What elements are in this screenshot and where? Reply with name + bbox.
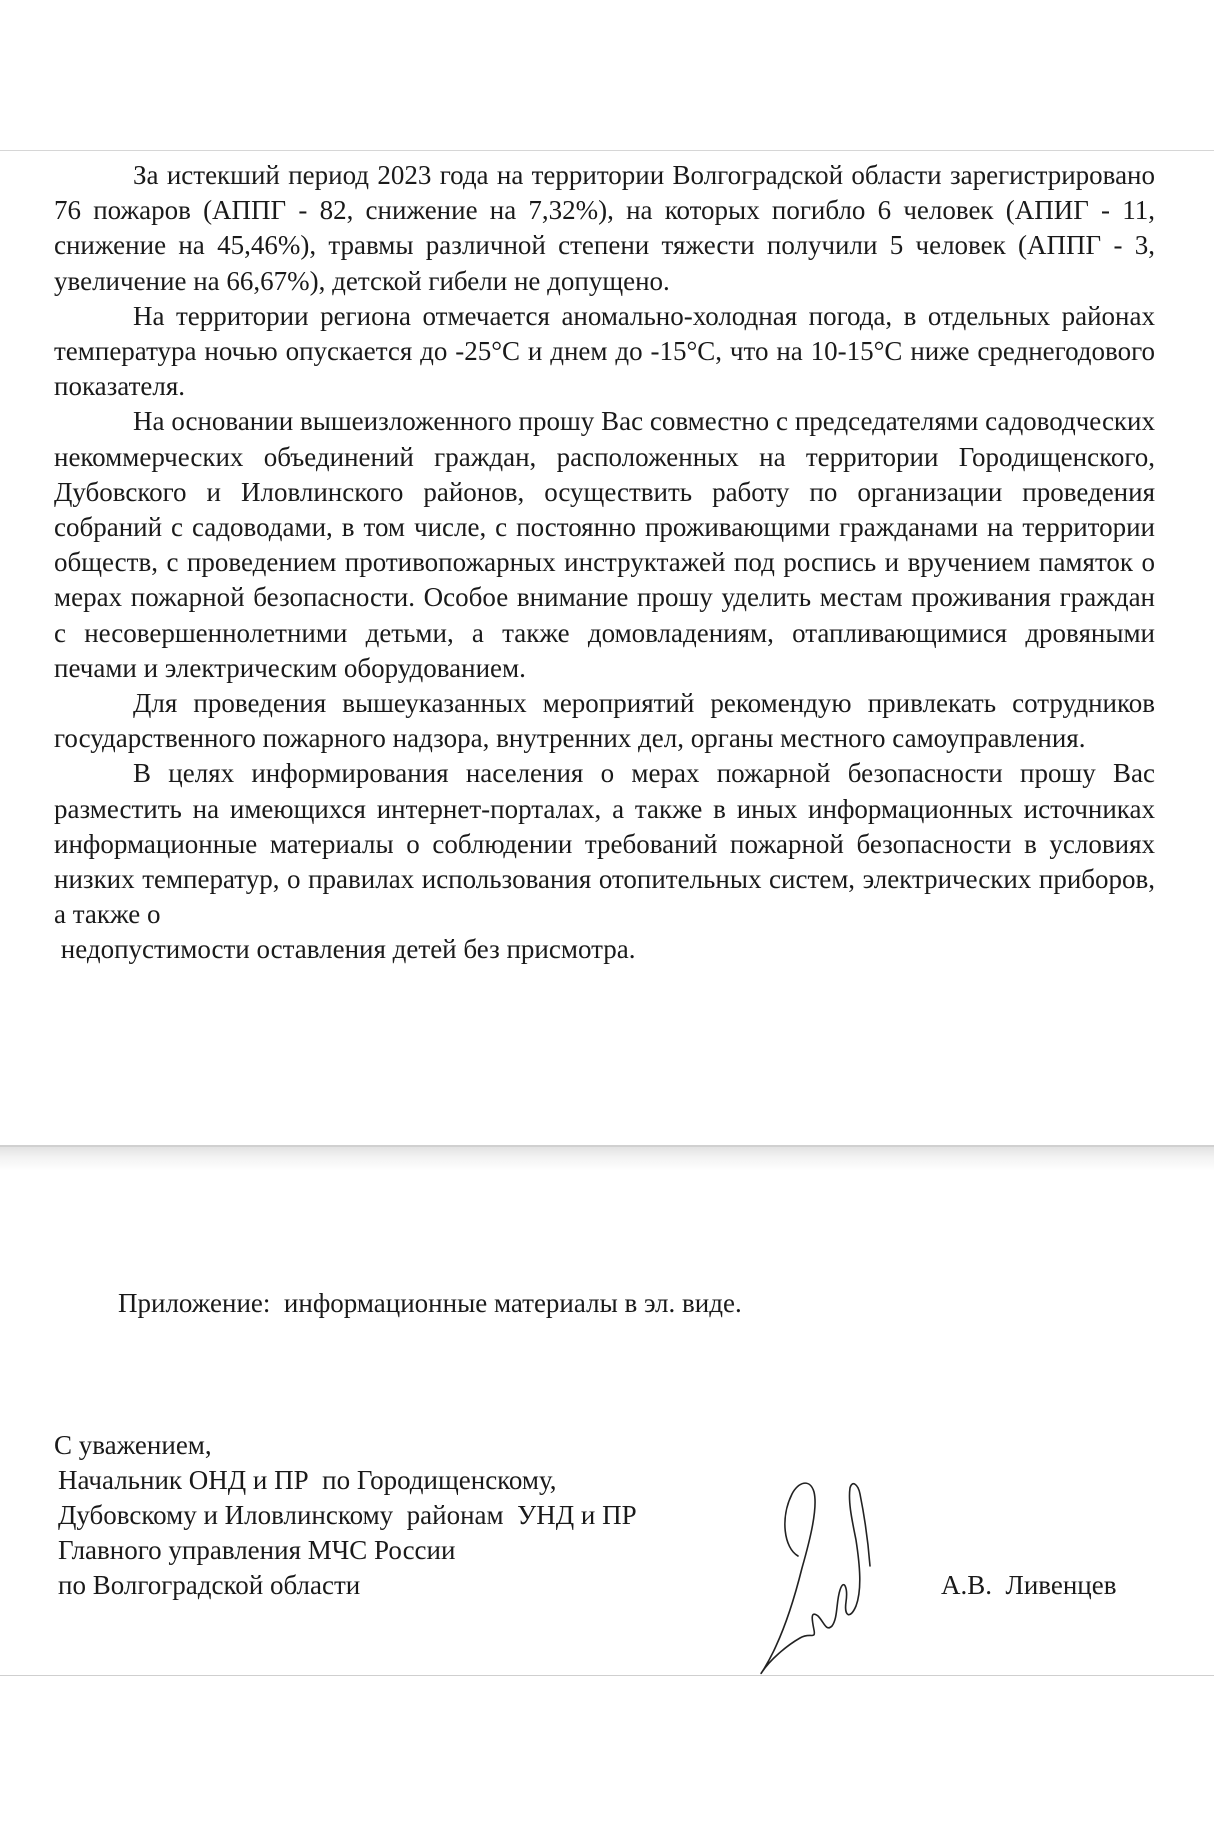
signatory-title-line-1: Начальник ОНД и ПР по Городищенскому,	[58, 1465, 557, 1495]
paragraph-request-meetings: На основании вышеизложенного прошу Вас совместно с председателями садоводческих некоммерческих объединений граждан, расположенных на территории Городищенского, Дубовского и Иловлинского районов, осуществить работу по организации проведения собраний с садоводами, в том числе, с постоянно проживающими гражданами на территории обществ, с проведением противопожарных инструктажей под роспись и вручением памяток о мерах пожарной безопасности. Особое внимание прошу уделить местам проживания граждан с несовершеннолетними детьми, а также домовладениям, отапливающимися дровяными печами и электрическим оборудованием.	[54, 406, 1155, 683]
signatory-title-line-3: Главного управления МЧС России	[58, 1535, 456, 1565]
closing-greeting: С уважением,	[54, 1430, 212, 1460]
paragraph-recommend-involvement: Для проведения вышеуказанных мероприятий рекомендую привлекать сотрудников государственного пожарного надзора, внутренних дел, органы местного самоуправления.	[54, 688, 1155, 754]
paragraph-inform-population: В целях информирования населения о мерах пожарной безопасности прошу Вас разместить на имеющихся интернет-порталах, а также в иных информационных источниках информационные материалы о соблюдении требований пожарной безопасности в условиях низких температур, о правилах использования отопительных систем, электрических приборов, а также о	[54, 758, 1155, 930]
top-page-edge	[0, 150, 1214, 151]
paragraph-fire-statistics: За истекший период 2023 года на территории Волгоградской области зарегистрировано 76 пожаров (АППГ - 82, снижение на 7,32%), на которых погибло 6 человек (АПИГ - 11, снижение на 45,46%), травмы различной степени тяжести получили 5 человек (АППГ - 3, увеличение на 66,67%), детской гибели не допущено.	[54, 160, 1155, 296]
appendix-note: Приложение: информационные материалы в эл. виде.	[118, 1288, 742, 1318]
signatory-title-line-2: Дубовскому и Иловлинскому районам УНД и ПР	[58, 1500, 637, 1530]
signatory-name: А.В. Ливенцев	[941, 1570, 1117, 1600]
paragraph-cold-weather: На территории региона отмечается аномально-холодная погода, в отдельных районах температура ночью опускается до -25°С и днем до -15°С, что на 10-15°С ниже среднегодового показателя.	[54, 300, 1155, 402]
paragraph-inform-population-tail: недопустимости оставления детей без присмотра.	[54, 934, 636, 965]
letter-body	[54, 158, 1155, 968]
page-break-divider	[0, 1145, 1214, 1171]
closing-block	[54, 1428, 637, 1603]
handwritten-signature	[752, 1470, 892, 1680]
bottom-page-edge	[0, 1675, 1214, 1676]
signatory-title-line-4: по Волгоградской области	[58, 1570, 361, 1600]
